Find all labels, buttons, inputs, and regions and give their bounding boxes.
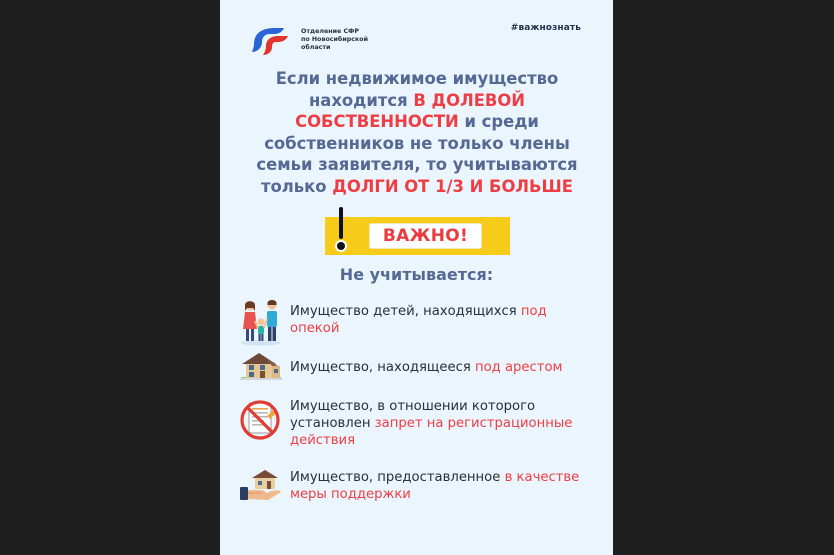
headline-highlight: ДОЛГИ ОТ 1/3 И БОЛЬШЕ — [332, 176, 573, 196]
organization-name — [301, 28, 391, 52]
list-item — [238, 468, 598, 524]
hashtag: #важнознать — [510, 23, 581, 33]
list-item-text — [290, 398, 600, 449]
subheading: Не учитывается: — [339, 265, 494, 284]
headline-text: Если недвижимое имущество находится — [275, 69, 559, 110]
exclamation-dot — [337, 242, 345, 250]
exclamation-icon — [339, 207, 343, 239]
house-in-hand-icon — [238, 468, 284, 518]
org-line: области — [301, 44, 331, 51]
item-highlight: под арестом — [474, 360, 563, 375]
infographic-page — [220, 0, 613, 555]
headline-text: и среди собственников не только члены семьи заявителя, то учитываются только — [256, 112, 578, 196]
important-banner — [323, 207, 510, 259]
item-description: Имущество, в отношении которого установлен — [290, 399, 536, 431]
headline — [256, 68, 578, 198]
family-icon — [238, 297, 284, 347]
list-item — [238, 398, 598, 454]
item-highlight: в качестве меры поддержки — [290, 470, 580, 502]
list-item-text — [290, 359, 600, 376]
item-description: Имущество, предоставленное — [290, 470, 505, 485]
important-label: ВАЖНО! — [369, 223, 482, 249]
headline-highlight: В ДОЛЕВОЙ СОБСТВЕННОСТИ — [295, 90, 526, 132]
sfr-logo-icon — [248, 22, 292, 58]
important-box — [325, 217, 510, 255]
item-highlight: запрет на регистрационные действия — [290, 416, 573, 448]
org-line: по Новосибирской — [301, 36, 368, 43]
list-item-text — [290, 303, 600, 337]
list-item — [238, 297, 598, 353]
item-description: Имущество, находящееся — [290, 360, 475, 375]
house-icon — [238, 350, 284, 400]
item-description: Имущество детей, находящихся — [290, 304, 521, 319]
org-line: Отделение СФР — [301, 28, 359, 35]
prohibited-document-icon — [238, 398, 284, 448]
item-highlight: под опекой — [290, 304, 547, 336]
list-item-text — [290, 469, 600, 503]
